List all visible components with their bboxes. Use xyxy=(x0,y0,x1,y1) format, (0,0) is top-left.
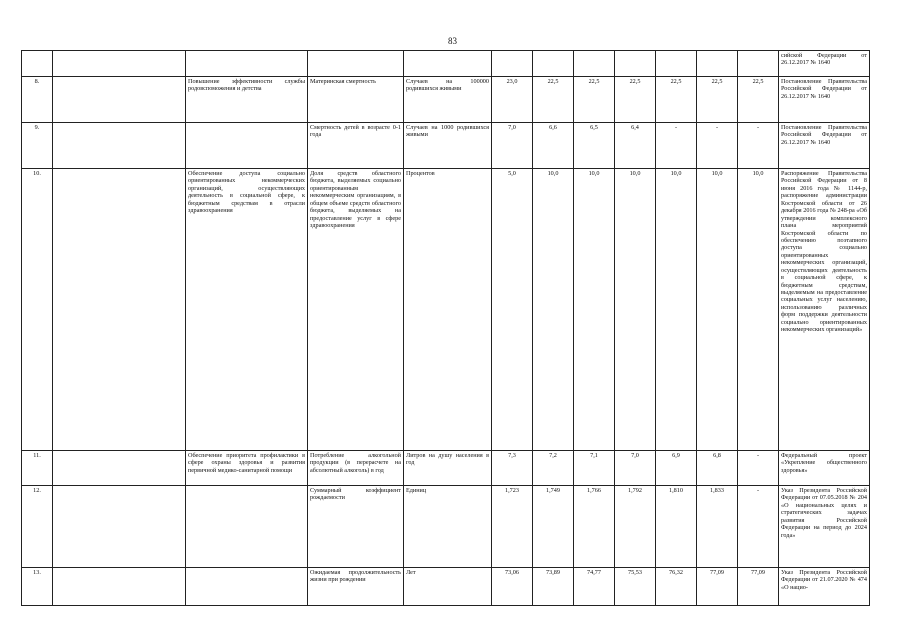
task-cell: Обеспечение доступа социально ориентированных некоммерческих организаций, осуществляющих деятельность в социальной сфере, к бюджетным средствам в отрасли здравоохранения xyxy=(186,169,308,451)
source-cell: Указ Президента Российской Федерации от 21.07.2020 № 474 «О нацио- xyxy=(779,568,870,606)
value-cell: 1,792 xyxy=(615,486,656,568)
indicator-cell xyxy=(308,51,404,77)
task-cell xyxy=(186,568,308,606)
value-cell: 75,53 xyxy=(615,568,656,606)
table-row xyxy=(22,486,870,568)
value-cell: 6,6 xyxy=(533,123,574,169)
unit-cell: Единиц xyxy=(404,486,492,568)
value-cell: 73,89 xyxy=(533,568,574,606)
indicator-cell: Смертность детей в возрасте 0-1 года xyxy=(308,123,404,169)
value-cell xyxy=(492,51,533,77)
unit-cell: Процентов xyxy=(404,169,492,451)
unit-cell xyxy=(404,51,492,77)
value-cell: 22,5 xyxy=(697,77,738,123)
row-number-cell: 8. xyxy=(22,77,53,123)
value-cell: 6,8 xyxy=(697,451,738,486)
value-cell: 7,2 xyxy=(533,451,574,486)
value-cell: - xyxy=(738,123,779,169)
value-cell: 7,3 xyxy=(492,451,533,486)
value-cell: - xyxy=(738,451,779,486)
table-row xyxy=(22,169,870,451)
value-cell: - xyxy=(697,123,738,169)
indicator-cell: Суммарный коэффициент рождаемости xyxy=(308,486,404,568)
value-cell: 10,0 xyxy=(533,169,574,451)
value-cell: 6,4 xyxy=(615,123,656,169)
table-row xyxy=(22,51,870,77)
value-cell: 1,833 xyxy=(697,486,738,568)
unit-cell: Случаев на 100000 родившихся живыми xyxy=(404,77,492,123)
source-cell: Указ Президента Российской Федерации от 07.05.2018 № 204 «О национальных целях и стратегических задачах развития Российской Федерации на период до 2024 года» xyxy=(779,486,870,568)
value-cell: 76,32 xyxy=(656,568,697,606)
value-cell xyxy=(656,51,697,77)
table-row xyxy=(22,568,870,606)
value-cell: 10,0 xyxy=(697,169,738,451)
source-cell: сийской Федерации от 26.12.2017 № 1640 xyxy=(779,51,870,77)
task-cell xyxy=(186,51,308,77)
value-cell: 10,0 xyxy=(738,169,779,451)
indicators-table xyxy=(21,50,870,606)
value-cell xyxy=(738,51,779,77)
goal-cell xyxy=(53,486,186,568)
row-number-cell xyxy=(22,51,53,77)
value-cell: 6,5 xyxy=(574,123,615,169)
indicator-cell: Потребление алкогольной продукции (в перерасчете на абсолютный алкоголь) в год xyxy=(308,451,404,486)
value-cell: 1,749 xyxy=(533,486,574,568)
value-cell xyxy=(533,51,574,77)
value-cell: 5,0 xyxy=(492,169,533,451)
goal-cell xyxy=(53,51,186,77)
source-cell: Постановление Правительства Российской Федерации от 26.12.2017 № 1640 xyxy=(779,77,870,123)
value-cell: 10,0 xyxy=(615,169,656,451)
indicator-cell: Материнская смертность xyxy=(308,77,404,123)
row-number-cell: 13. xyxy=(22,568,53,606)
task-cell: Обеспечение приоритета профилактики в сфере охраны здоровья и развития первичной медико-санитарной помощи xyxy=(186,451,308,486)
goal-cell xyxy=(53,77,186,123)
value-cell: - xyxy=(738,486,779,568)
value-cell: 10,0 xyxy=(574,169,615,451)
value-cell: 74,77 xyxy=(574,568,615,606)
value-cell: 77,09 xyxy=(697,568,738,606)
unit-cell: Литров на душу населения в год xyxy=(404,451,492,486)
value-cell: 22,5 xyxy=(615,77,656,123)
unit-cell: Лет xyxy=(404,568,492,606)
source-cell: Распоряжение Правительства Российской Федерации от 8 июня 2016 года № 1144-р, распоряжение администрации Костромской области от 26 декабря 2016 года № 248-ра «Об утверждении комплексного плана мероприятий Костромской области по обеспечению поэтапного доступа социально ориентированных некоммерческих организаций, осуществляющих деятельность в социальной сфере, к бюджетным средствам, выделяемым на предоставление социальных услуг населению, использованию различных форм поддержки деятельности социально ориентированных некоммерческих организаций» xyxy=(779,169,870,451)
row-number-cell: 9. xyxy=(22,123,53,169)
task-cell xyxy=(186,123,308,169)
unit-cell: Случаев на 1000 родившихся живыми xyxy=(404,123,492,169)
goal-cell xyxy=(53,568,186,606)
value-cell xyxy=(697,51,738,77)
goal-cell xyxy=(53,169,186,451)
row-number-cell: 12. xyxy=(22,486,53,568)
value-cell: 22,5 xyxy=(656,77,697,123)
task-cell: Повышение эффективности службы родовспоможения и детства xyxy=(186,77,308,123)
value-cell: 23,0 xyxy=(492,77,533,123)
value-cell: 10,0 xyxy=(656,169,697,451)
source-cell: Федеральный проект «Укрепление общественного здоровья» xyxy=(779,451,870,486)
value-cell: 1,723 xyxy=(492,486,533,568)
value-cell: 22,5 xyxy=(738,77,779,123)
indicator-cell: Доля средств областного бюджета, выделяемых социально ориентированным некоммерческим организациям, в общем объеме средств областного бюджета, выделяемых на предоставление услуг в сфере здравоохранения xyxy=(308,169,404,451)
row-number-cell: 11. xyxy=(22,451,53,486)
value-cell: 22,5 xyxy=(533,77,574,123)
value-cell xyxy=(574,51,615,77)
table-row xyxy=(22,451,870,486)
value-cell: 73,06 xyxy=(492,568,533,606)
value-cell: - xyxy=(656,123,697,169)
source-cell: Постановление Правительства Российской Федерации от 26.12.2017 № 1640 xyxy=(779,123,870,169)
value-cell: 22,5 xyxy=(574,77,615,123)
value-cell: 7,0 xyxy=(492,123,533,169)
indicator-cell: Ожидаемая продолжительность жизни при рождении xyxy=(308,568,404,606)
goal-cell xyxy=(53,451,186,486)
value-cell: 77,09 xyxy=(738,568,779,606)
value-cell xyxy=(615,51,656,77)
value-cell: 7,1 xyxy=(574,451,615,486)
task-cell xyxy=(186,486,308,568)
page-number: 83 xyxy=(448,36,457,46)
value-cell: 6,9 xyxy=(656,451,697,486)
value-cell: 7,0 xyxy=(615,451,656,486)
value-cell: 1,810 xyxy=(656,486,697,568)
value-cell: 1,766 xyxy=(574,486,615,568)
table-row xyxy=(22,123,870,169)
table-row xyxy=(22,77,870,123)
row-number-cell: 10. xyxy=(22,169,53,451)
goal-cell xyxy=(53,123,186,169)
